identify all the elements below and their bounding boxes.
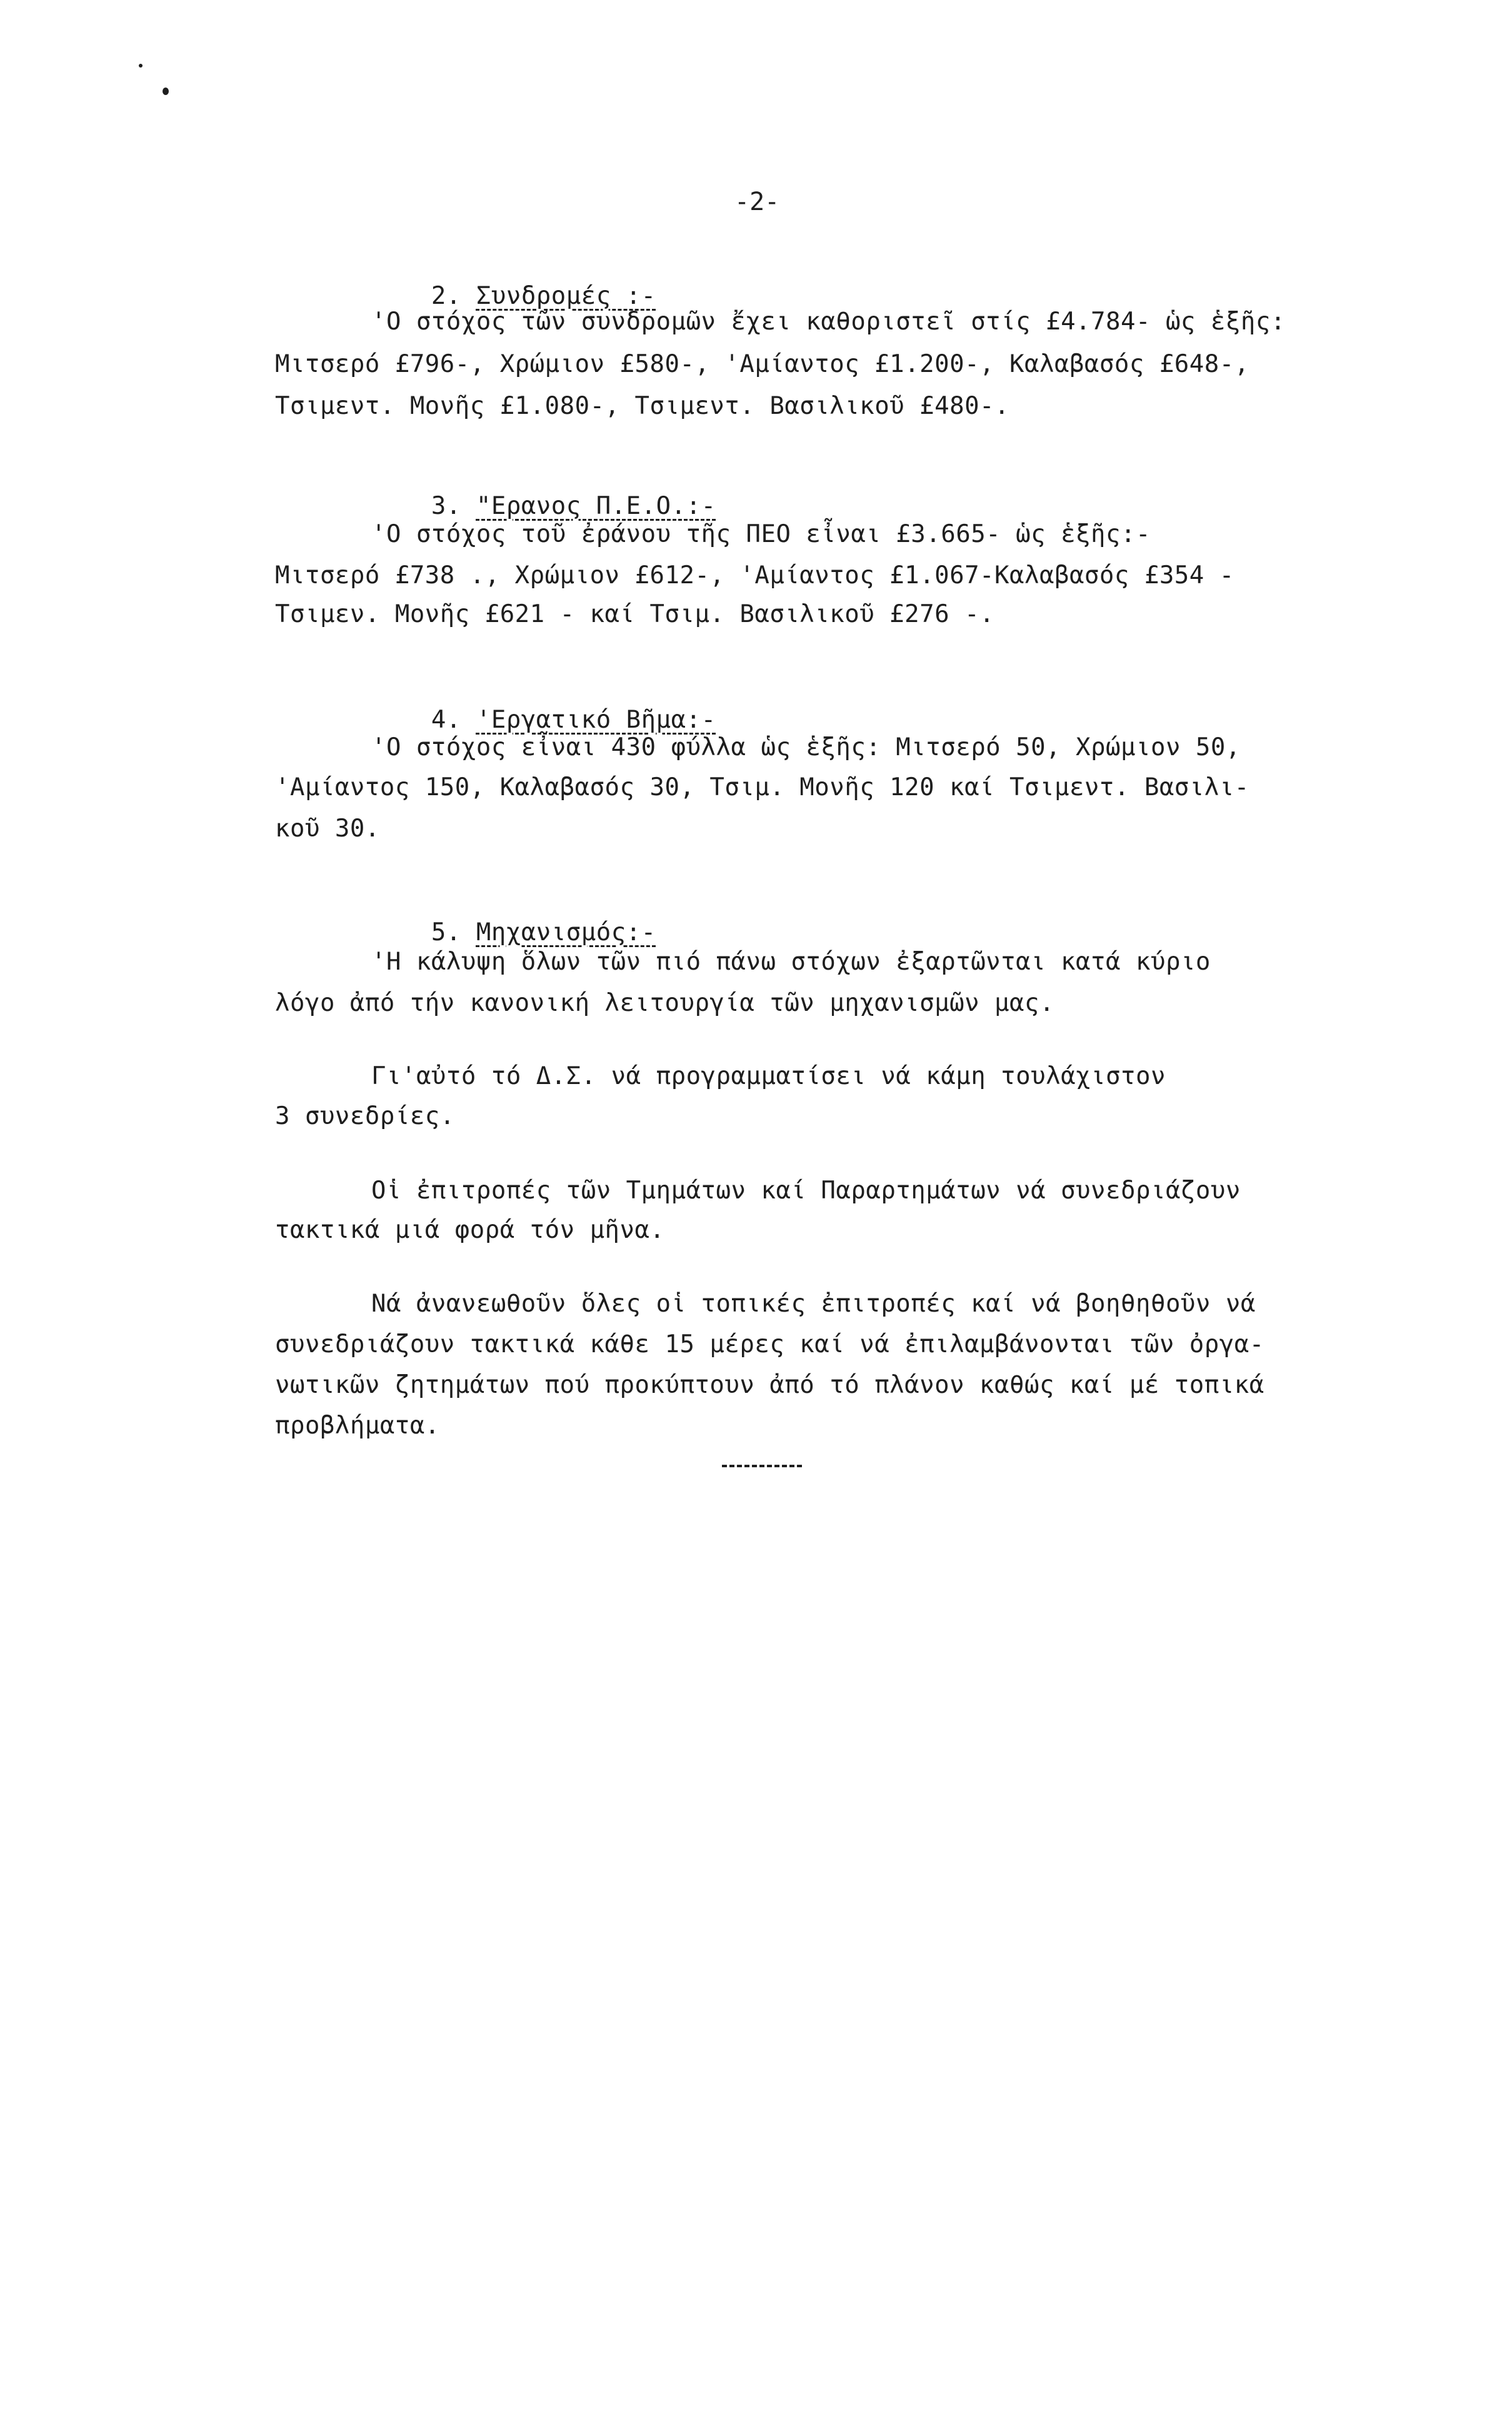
scan-speck (163, 88, 169, 95)
section-number: 5. (431, 918, 461, 946)
text-line: τακτικά μιά φορά τόν μῆνα. (275, 1216, 665, 1244)
text-line: νωτικῶν ζητημάτων πού προκύπτουν ἀπό τό πλάνον καθώς καί μέ τοπικά (275, 1371, 1264, 1399)
section-title: Μηχανισμός:- (476, 918, 656, 946)
text-line: συνεδριάζουν τακτικά κάθε 15 μέρες καί νά ἐπιλαμβάνονται τῶν ὀργα- (275, 1330, 1264, 1358)
end-rule (722, 1465, 802, 1467)
text-line: 'Ο στόχος τοῦ ἐράνου τῆς ΠΕΟ εἶναι £3.665- ὡς ἑξῆς:- (371, 520, 1151, 548)
text-line: Τσιμεντ. Μονῆς £1.080-, Τσιμεντ. Βασιλικοῦ £480-. (275, 392, 1010, 420)
text-line: 'Ο στόχος τῶν συνδρομῶν ἔχει καθοριστεῖ στίς £4.784- ὡς ἑξῆς: (371, 308, 1286, 336)
text-line: Γι'αὐτό τό Δ.Σ. νά προγραμματίσει νά κάμη τουλάχιστον (371, 1062, 1166, 1090)
text-line: λόγο ἀπό τήν κανονική λειτουργία τῶν μηχανισμῶν μας. (275, 989, 1054, 1017)
text-line: προβλήματα. (275, 1412, 440, 1440)
page-number: -2- (734, 188, 780, 216)
text-line: Μιτσερό £738 ., Χρώμιον £612-, 'Αμίαντος £1.067-Καλαβασός £354 - (275, 561, 1234, 590)
section-title: Συνδρομές :- (476, 282, 656, 310)
text-line: Τσιμεν. Μονῆς £621 - καί Τσιμ. Βασιλικοῦ £276 -. (275, 600, 995, 628)
text-line: Οἱ ἐπιτροπές τῶν Τμημάτων καί Παραρτημάτων νά συνεδριάζουν (371, 1177, 1241, 1205)
text-line: 'Η κάλυψη ὅλων τῶν πιό πάνω στόχων ἐξαρτῶνται κατά κύριο (371, 948, 1211, 976)
text-line: 'Αμίαντος 150, Καλαβασός 30, Τσιμ. Μονῆς 120 καί Τσιμεντ. Βασιλι- (275, 773, 1249, 801)
text-line: κοῦ 30. (275, 815, 380, 843)
text-line: Νά ἀνανεωθοῦν ὅλες οἱ τοπικές ἐπιτροπές καί νά βοηθηθοῦν νά (371, 1290, 1256, 1318)
text-line: Μιτσερό £796-, Χρώμιον £580-, 'Αμίαντος £1.200-, Καλαβασός £648-, (275, 350, 1249, 378)
section-title: 'Εργατικό Βῆμα:- (476, 706, 716, 734)
section-number: 3. (431, 492, 461, 520)
section-number: 4. (431, 706, 461, 734)
section-number: 2. (431, 282, 461, 310)
text-line: 3 συνεδρίες. (275, 1102, 455, 1130)
scan-speck (139, 64, 143, 68)
text-line: 'Ο στόχος εἶναι 430 φύλλα ὡς ἑξῆς: Μιτσερό 50, Χρώμιον 50, (371, 733, 1241, 761)
section-title: "Ερανος Π.Ε.Ο.:- (476, 492, 716, 520)
